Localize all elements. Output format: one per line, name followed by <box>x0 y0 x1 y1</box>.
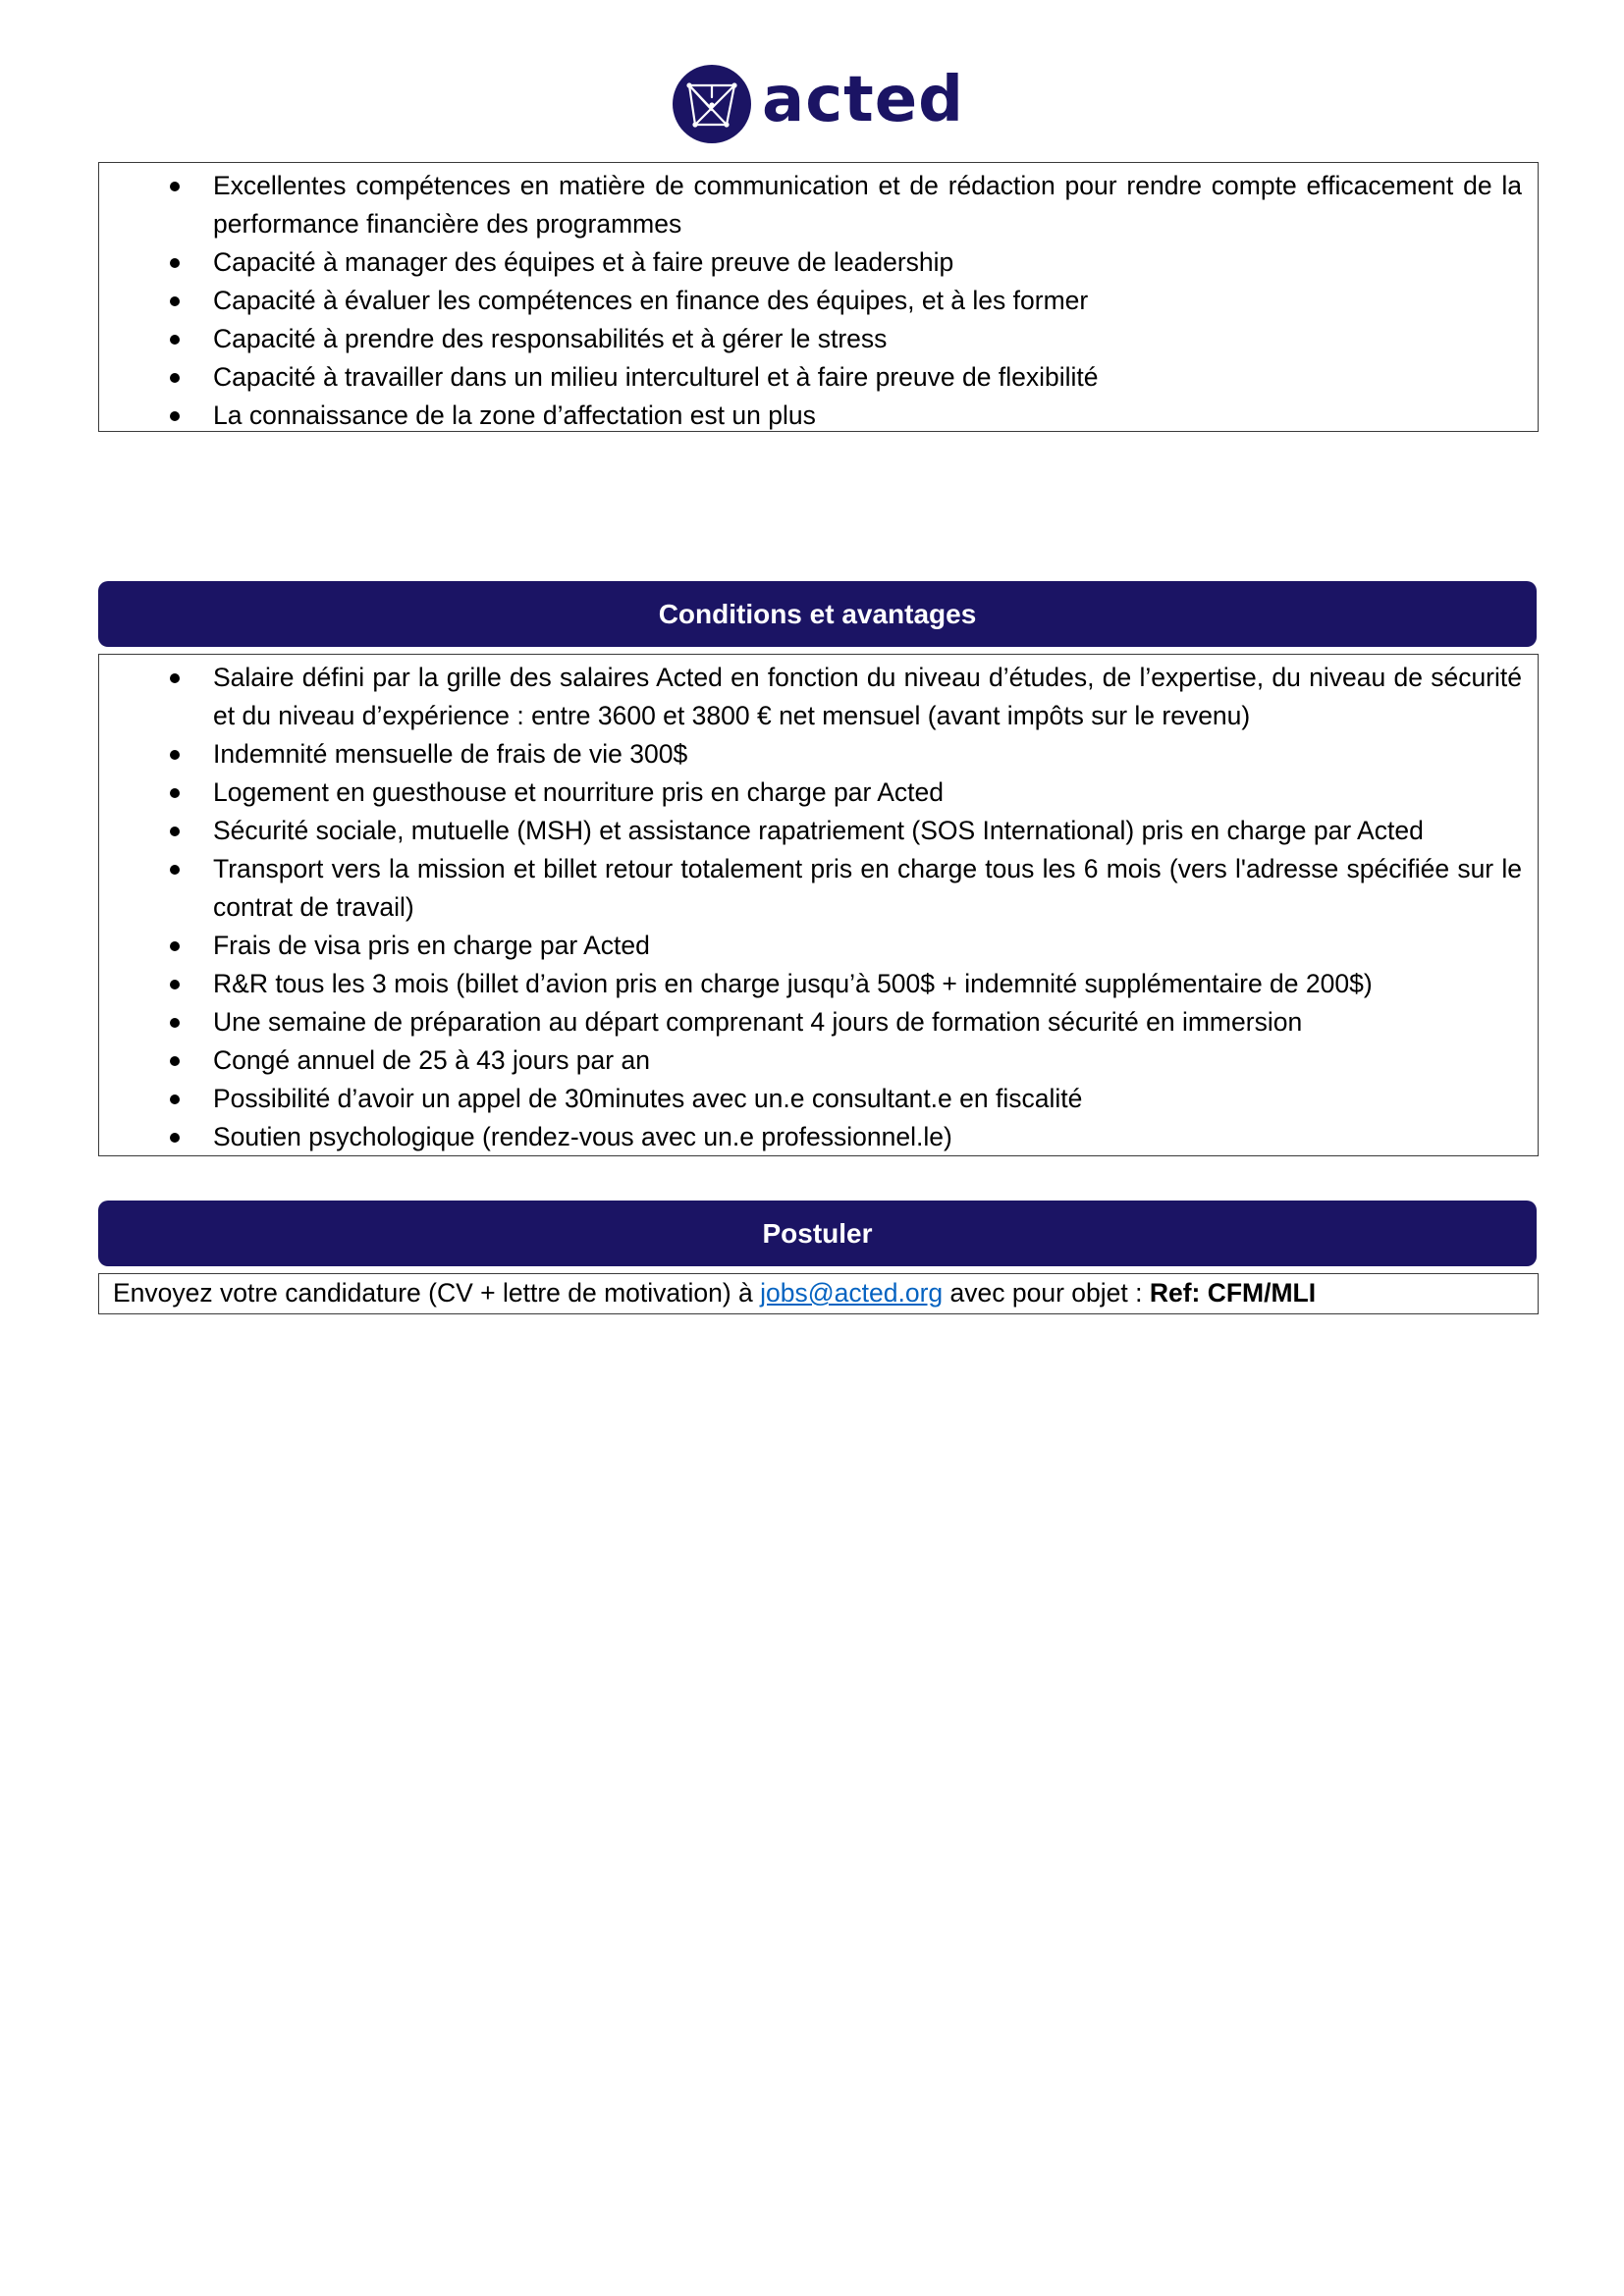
email-link[interactable]: jobs@acted.org <box>760 1278 944 1308</box>
apply-text-after: avec pour objet : <box>943 1278 1150 1308</box>
conditions-list <box>99 655 1538 1156</box>
acted-logo <box>672 63 964 145</box>
list-item: Capacité à prendre des responsabilités et à gérer le stress <box>99 320 1522 358</box>
apply-text-before: Envoyez votre candidature (CV + lettre de motivation) à <box>113 1278 761 1308</box>
list-item: Capacité à manager des équipes et à faire preuve de leadership <box>99 243 1522 282</box>
list-item: Capacité à travailler dans un milieu interculturel et à faire preuve de flexibilité <box>99 358 1522 397</box>
list-item: Capacité à évaluer les compétences en finance des équipes, et à les former <box>99 282 1522 320</box>
profile-list <box>99 163 1538 435</box>
job-reference: Ref: CFM/MLI <box>1149 1278 1317 1308</box>
apply-instructions <box>99 1274 1538 1311</box>
list-item: Une semaine de préparation au départ comprenant 4 jours de formation sécurité en immersion <box>99 1003 1522 1041</box>
list-item: Frais de visa pris en charge par Acted <box>99 927 1522 965</box>
list-item: R&R tous les 3 mois (billet d’avion pris en charge jusqu’à 500$ + indemnité supplémentaire de 200$) <box>99 965 1522 1003</box>
acted-globe-icon <box>672 64 752 144</box>
list-item: Salaire défini par la grille des salaires Acted en fonction du niveau d’études, de l’expertise, du niveau de sécurité et du niveau d’expérience : entre 3600 et 3800 € net mensuel (avant impôts sur le revenu) <box>99 659 1522 735</box>
list-item: Possibilité d’avoir un appel de 30minutes avec un.e consultant.e en fiscalité <box>99 1080 1522 1118</box>
list-item: Logement en guesthouse et nourriture pris en charge par Acted <box>99 774 1522 812</box>
list-item: La connaissance de la zone d’affectation est un plus <box>99 397 1522 435</box>
apply-heading: Postuler <box>98 1201 1537 1266</box>
list-item: Excellentes compétences en matière de communication et de rédaction pour rendre compte efficacement de la performance financière des programmes <box>99 167 1522 243</box>
list-item: Soutien psychologique (rendez-vous avec un.e professionnel.le) <box>99 1118 1522 1156</box>
profile-continued-box <box>98 162 1539 432</box>
conditions-box <box>98 654 1539 1156</box>
list-item: Indemnité mensuelle de frais de vie 300$ <box>99 735 1522 774</box>
list-item: Sécurité sociale, mutuelle (MSH) et assistance rapatriement (SOS International) pris en charge par Acted <box>99 812 1522 850</box>
list-item: Transport vers la mission et billet retour totalement pris en charge tous les 6 mois (vers l'adresse spécifiée sur le contrat de travail) <box>99 850 1522 927</box>
list-item: Congé annuel de 25 à 43 jours par an <box>99 1041 1522 1080</box>
apply-box <box>98 1273 1539 1314</box>
conditions-heading: Conditions et avantages <box>98 581 1537 647</box>
logo-wordmark: acted <box>762 64 964 136</box>
